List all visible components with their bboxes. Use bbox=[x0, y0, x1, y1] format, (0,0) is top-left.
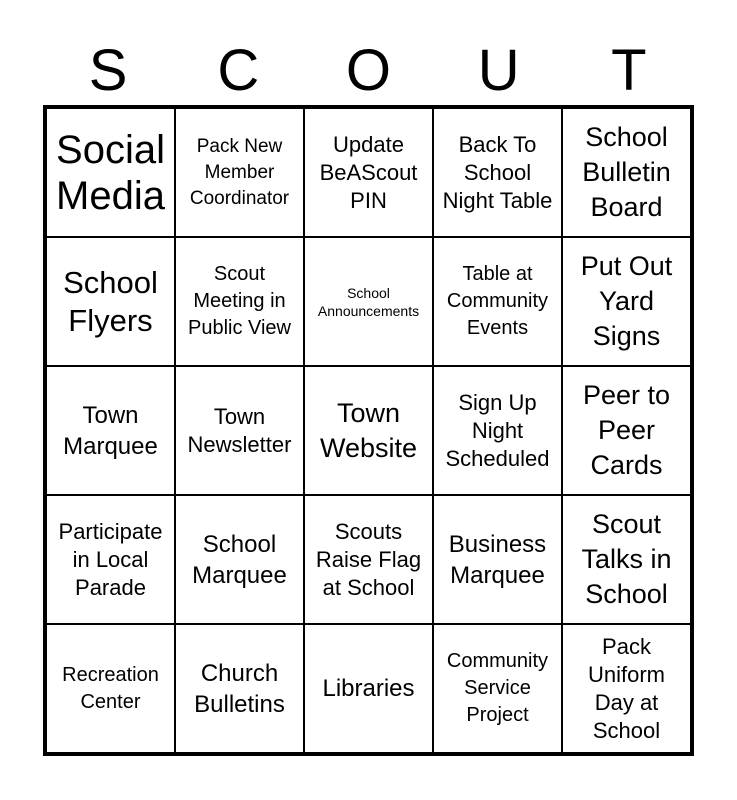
bingo-cell-text: Sign Up Night Scheduled bbox=[445, 389, 550, 471]
header-letter-c: C bbox=[217, 38, 260, 103]
bingo-cell-r2-c1[interactable] bbox=[175, 366, 304, 495]
bingo-cell-r0-c3[interactable] bbox=[433, 108, 562, 237]
bingo-cell-text: Social Media bbox=[56, 127, 165, 218]
bingo-cell-r1-c2[interactable] bbox=[304, 237, 433, 366]
bingo-cell-text: Libraries bbox=[322, 675, 415, 702]
bingo-cell-r3-c2[interactable] bbox=[304, 495, 433, 624]
bingo-cell-r4-c4[interactable] bbox=[562, 624, 691, 753]
bingo-cell-r2-c4[interactable] bbox=[562, 366, 691, 495]
bingo-cell-text: Church Bulletins bbox=[194, 659, 285, 718]
bingo-cell-r2-c3[interactable] bbox=[433, 366, 562, 495]
bingo-cell-text: Recreation Center bbox=[62, 663, 159, 713]
bingo-cell-text: Participate in Local Parade bbox=[58, 518, 163, 600]
bingo-cell-r0-c1[interactable] bbox=[175, 108, 304, 237]
bingo-cell-text: School Flyers bbox=[63, 264, 158, 338]
bingo-cell-r1-c3[interactable] bbox=[433, 237, 562, 366]
header-letter-t: T bbox=[611, 38, 647, 103]
bingo-cell-text: Back To School Night Table bbox=[442, 131, 553, 213]
bingo-cell-text: Scouts Raise Flag at School bbox=[315, 518, 422, 600]
bingo-cell-r3-c1[interactable] bbox=[175, 495, 304, 624]
bingo-cell-text: Town Marquee bbox=[63, 401, 158, 460]
bingo-cell-r4-c2[interactable] bbox=[304, 624, 433, 753]
bingo-cell-text: School Bulletin Board bbox=[582, 122, 671, 222]
bingo-cell-text: Pack New Member Coordinator bbox=[189, 135, 290, 209]
bingo-cell-r4-c3[interactable] bbox=[433, 624, 562, 753]
bingo-cell-r2-c2[interactable] bbox=[304, 366, 433, 495]
bingo-cell-r2-c0[interactable] bbox=[46, 366, 175, 495]
bingo-cell-text: Community Service Project bbox=[446, 650, 549, 726]
header-letter-o: O bbox=[345, 38, 392, 103]
bingo-cell-text: Town Newsletter bbox=[187, 403, 292, 457]
bingo-header bbox=[43, 38, 694, 104]
bingo-cell-r1-c0[interactable] bbox=[46, 237, 175, 366]
bingo-cell-r4-c1[interactable] bbox=[175, 624, 304, 753]
bingo-cell-text: Business Marquee bbox=[448, 530, 547, 589]
header-letter-s: S bbox=[88, 38, 128, 103]
bingo-cell-r1-c1[interactable] bbox=[175, 237, 304, 366]
bingo-cell-text: School Announcements bbox=[317, 284, 420, 319]
bingo-cell-r3-c3[interactable] bbox=[433, 495, 562, 624]
bingo-cell-text: Table at Community Events bbox=[446, 263, 549, 339]
bingo-cell-text: Peer to Peer Cards bbox=[582, 380, 671, 480]
bingo-cell-r3-c0[interactable] bbox=[46, 495, 175, 624]
bingo-cell-r0-c0[interactable] bbox=[46, 108, 175, 237]
bingo-cell-text: School Marquee bbox=[192, 530, 287, 589]
bingo-cell-text: Scout Meeting in Public View bbox=[187, 263, 292, 339]
bingo-cell-text: Update BeAScout PIN bbox=[319, 131, 418, 213]
bingo-cell-r4-c0[interactable] bbox=[46, 624, 175, 753]
bingo-cell-r3-c4[interactable] bbox=[562, 495, 691, 624]
bingo-cell-r0-c2[interactable] bbox=[304, 108, 433, 237]
bingo-cell-r0-c4[interactable] bbox=[562, 108, 691, 237]
header-letter-u: U bbox=[477, 38, 520, 103]
bingo-cell-r1-c4[interactable] bbox=[562, 237, 691, 366]
bingo-board bbox=[43, 105, 694, 756]
bingo-cell-text: Scout Talks in School bbox=[581, 509, 672, 609]
bingo-cell-text: Put Out Yard Signs bbox=[580, 251, 673, 351]
bingo-cell-text: Pack Uniform Day at School bbox=[587, 633, 665, 743]
bingo-cell-text: Town Website bbox=[319, 397, 418, 463]
